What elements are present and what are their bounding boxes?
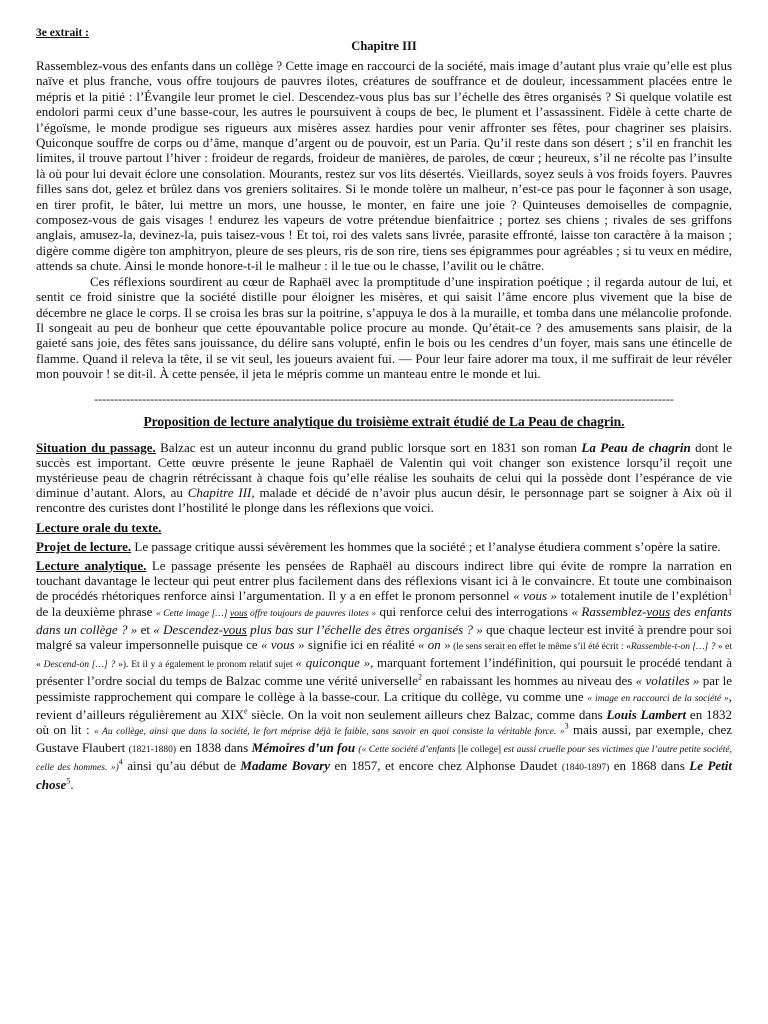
book-title: Le Petit chose (36, 758, 732, 792)
superscript: e (243, 706, 248, 716)
footnote-ref: 2 (418, 673, 422, 683)
quote: Descend-on […] ? (40, 660, 116, 671)
analytique-heading: Lecture analytique. (36, 557, 147, 573)
analytique-paragraph (36, 558, 732, 792)
situation-text: Balzac est un auteur inconnu du grand public lorsque sort en 1831 son roman (155, 439, 582, 455)
book-title: Louis Lambert (606, 706, 687, 722)
footnote-ref: 5 (66, 776, 71, 786)
analysis-text: de la deuxième phrase (36, 603, 156, 619)
analysis-text: » et « (36, 641, 732, 671)
quote: vous (230, 608, 248, 619)
quote: des enfants dans un collège ? » (36, 603, 732, 637)
lecture-orale-heading: Lecture orale du texte. (36, 519, 162, 535)
quote: (« Cette société d’enfants (358, 745, 458, 756)
extract-paragraph-2: Ces réflexions sourdirent au cœur de Raphaël avec la promptitude d’une inspiration poétique ; il regarda autour de lui, et sentit ce froid sinistre que la société distille pour éloigner les misères, et qui saisit l’âme encore plus vivement que la bise de décembre ne glace le corps. Il se croisa les bras sur la poitrine, s’appuya le dos à la muraille, et tomba dans une mélancolie profonde. Il songeait au peu de bonheur que cette épouvantable police procure au monde. Qu’était-ce ? des amusements sans plaisir, de la gaieté sans joie, des fêtes sans jouissance, du délire sans volupté, enfin le bois ou les cendres d’un foyer, mais sans une étincelle de flamme. Quand il releva la tête, il se vit seul, les joueurs avaient fui. — Pour leur faire adorer ma toux, il me suffirait de leur révéler mon pouvoir ! se dit-il. À cette pensée, il jeta le mépris comme un manteau entre le monde et lui. (36, 273, 732, 382)
analysis-text: en 1838 dans (176, 740, 252, 756)
situation-text: , malade et décidé de n’avoir plus aucun désir, le personnage part se soigner à Aix où il rencontre des curistes dont l’hostilité le plonge dans les réflexions que voici. (36, 485, 732, 516)
analysis-text: ainsi qu’au début de (122, 758, 241, 774)
chapter-reference: Chapitre III (187, 485, 252, 501)
situation-heading: Situation du passage. (36, 439, 156, 455)
quote: « vous » (261, 636, 305, 652)
footnote-ref: 3 (564, 721, 569, 731)
analysis-text: mais aussi, par exemple, chez Gustave Flaubert (36, 721, 732, 756)
quote: « quiconque » (295, 655, 371, 671)
situation-paragraph (36, 440, 732, 516)
quote: « image en raccourci de la société » (587, 693, 729, 704)
quote: « volatiles » (635, 673, 700, 689)
quote: « on » (417, 636, 451, 652)
analysis-text: et (137, 621, 154, 637)
footnote-ref: 4 (118, 758, 123, 768)
analysis-text: (le sens serait en effet le même s’il été écrit : « (450, 641, 631, 652)
footnote-ref: 1 (727, 588, 732, 598)
book-title: Mémoires d’un fou (251, 740, 356, 756)
quote: « vous » (513, 588, 558, 604)
quote: « Rassemblez- (571, 603, 647, 619)
extract-paragraph-1: Rassemblez-vous des enfants dans un collège ? Cette image en raccourci de la société, mais image d’autant plus vraie qu’elle est plus naïve et plus franche, vous offre toujours de pauvres ilotes, créatures de souffrance et de douleur, incessamment placées entre le mépris et la pitié : l’Évangile leur promet le ciel. Descendez-vous plus bas sur l’échelle des êtres organisés ? Si quelque volatile est endolori parmi ceux d’une basse-cour, les autres le poursuivent à coups de bec, le plument et l’assassinent. Fidèle à cette charte de l’égoïsme, le monde prodigue ses rigueurs aux misères assez hardies pour venir affronter ses fêtes, pour chagriner ses plaisirs. Quiconque souffre de corps ou d’âme, manque d’argent ou de pouvoir, est un Paria. Qu’il reste dans son désert ; s’il en franchit les limites, il trouve partout l’hiver : froideur de regards, froideur de manières, de paroles, de cœur ; heureux, s’il ne récolte pas l’insulte là où pour lui devait éclore une consolation. Mourants, restez sur vos lits désertés. Vieillards, soyez seuls à vos froids foyers. Pauvres filles sans dot, gelez et brûlez dans vos greniers solitaires. Si le monde tolère un malheur, n’est-ce pas pour le façonner à son usage, en tirer profit, le bâter, lui mettre un mors, une housse, le monter, en faire une joie ? Quinteuses demoiselles de compagnie, composez-vous de gais visages ! endurez les vapeurs de votre prétendue bienfaitrice ; portez ses chiens ; rivales de ses griffons anglais, amusez-la, devinez-la, puis taisez-vous ! Et toi, roi des valets sans livrée, parasite effronté, laisse ton caractère à la maison ; digère comme digère ton amphitryon, pleure de ses pleurs, ris de son rire, tiens ses épigrammes pour agréables ; si tu veux en médire, attends sa chute. Ainsi le monde honore-t-il le malheur : il le tue ou le chasse, l’avilit ou le châtre. (36, 58, 732, 274)
quote: vous (646, 603, 671, 619)
quote: « Descendez- (153, 621, 223, 637)
book-title: Madame Bovary (240, 758, 331, 774)
analysis-text: signifie ici en réalité (304, 636, 418, 652)
quote: « Cette image […] (155, 608, 230, 619)
analysis-text: en 1857, et encore chez Alphonse Daudet (330, 758, 562, 774)
analysis-text: par le pessimiste rapprochement qui compare le collège à la basse-cour. La critique du collège, vu comme une (36, 673, 733, 704)
analysis-text: en rabaissant les hommes au niveau des (422, 673, 636, 689)
dates: (1840-1897) (561, 763, 610, 774)
quote: « Au collège, ainsi que dans la société, le fort méprise déjà le faible, sans savoir en quoi consiste la véritable force. » (93, 726, 565, 737)
analysis-text: en 1832 où on lit : (36, 706, 732, 737)
section-title: Proposition de lecture analytique du troisième extrait étudié de La Peau de chagrin. (143, 413, 625, 429)
projet-heading: Projet de lecture. (36, 538, 132, 554)
dates: (1821-1880) (128, 745, 177, 756)
analysis-text: , marquant fortement l’indéfinition, qui poursuit le procédé tendant à présenter l’ordre social du temps de Balzac comme une vérité universelle (36, 655, 732, 689)
quote: vous (223, 621, 247, 637)
analysis-text: en 1868 dans (609, 758, 690, 774)
situation-text: dont le succès est important. Cette œuvre présente le jeune Raphaël de Valentin qui voit changer son existence lorsqu’il reçoit une mystérieuse peau de chagrin rétrécissant à chaque fois qu’elle réalise les souhaits de celui qui la possède dont l’espérance de vie diminue d’autant. Alors, au (36, 439, 732, 501)
analysis-text: . (70, 776, 74, 792)
analysis-text: totalement inutile de l’explétion (557, 588, 728, 604)
quote: Rassemble-t-on […] ? (630, 641, 716, 652)
quote: [le college] (458, 745, 502, 756)
quote: est aussi cruelle pour ses victimes que l’autre petite société, celle des hommes. ») (36, 745, 732, 774)
analysis-text: qui renforce celui des interrogations (376, 603, 572, 619)
chapter-title: Chapitre III (351, 39, 417, 53)
quote: plus bas sur l’échelle des êtres organisés ? » (246, 621, 483, 637)
projet-text: Le passage critique aussi sévèrement les hommes que la société ; et l’analyse étudiera comment s’opère la satire. (131, 538, 721, 554)
analysis-text: , revient d’ailleurs régulièrement au XIX (36, 688, 732, 722)
document-page (36, 26, 732, 796)
analysis-text: que chaque lecteur est invité à prendre pour soi malgré sa valeur impersonnelle puisque ce (36, 621, 732, 652)
quote: offre toujours de pauvres ilotes » (247, 608, 377, 619)
lecture-orale-paragraph (36, 520, 732, 535)
analysis-text: siècle. On la voit non seulement ailleurs chez Balzac, comme dans (247, 706, 607, 722)
book-title: La Peau de chagrin (581, 439, 691, 455)
projet-paragraph (36, 539, 732, 554)
separator-line: ------------------------------------------------------------------------------------------------------------------------------------------------- (94, 391, 674, 406)
analysis-text: »). Et il y a également le pronom relatif sujet (115, 660, 296, 671)
extract-label: 3e extrait : (36, 27, 89, 39)
analysis-text: Le passage présente les pensées de Raphaël au discours indirect libre qui évite de rompre la narration en touchant davantage le lecteur qui peut entrer plus facilement dans des réflexions visant ici à le convaincre. Et toute une combinaison de procédés rhétoriques renforce ainsi l’argumentation. Il y a en effet le pronom personnel (36, 557, 732, 604)
